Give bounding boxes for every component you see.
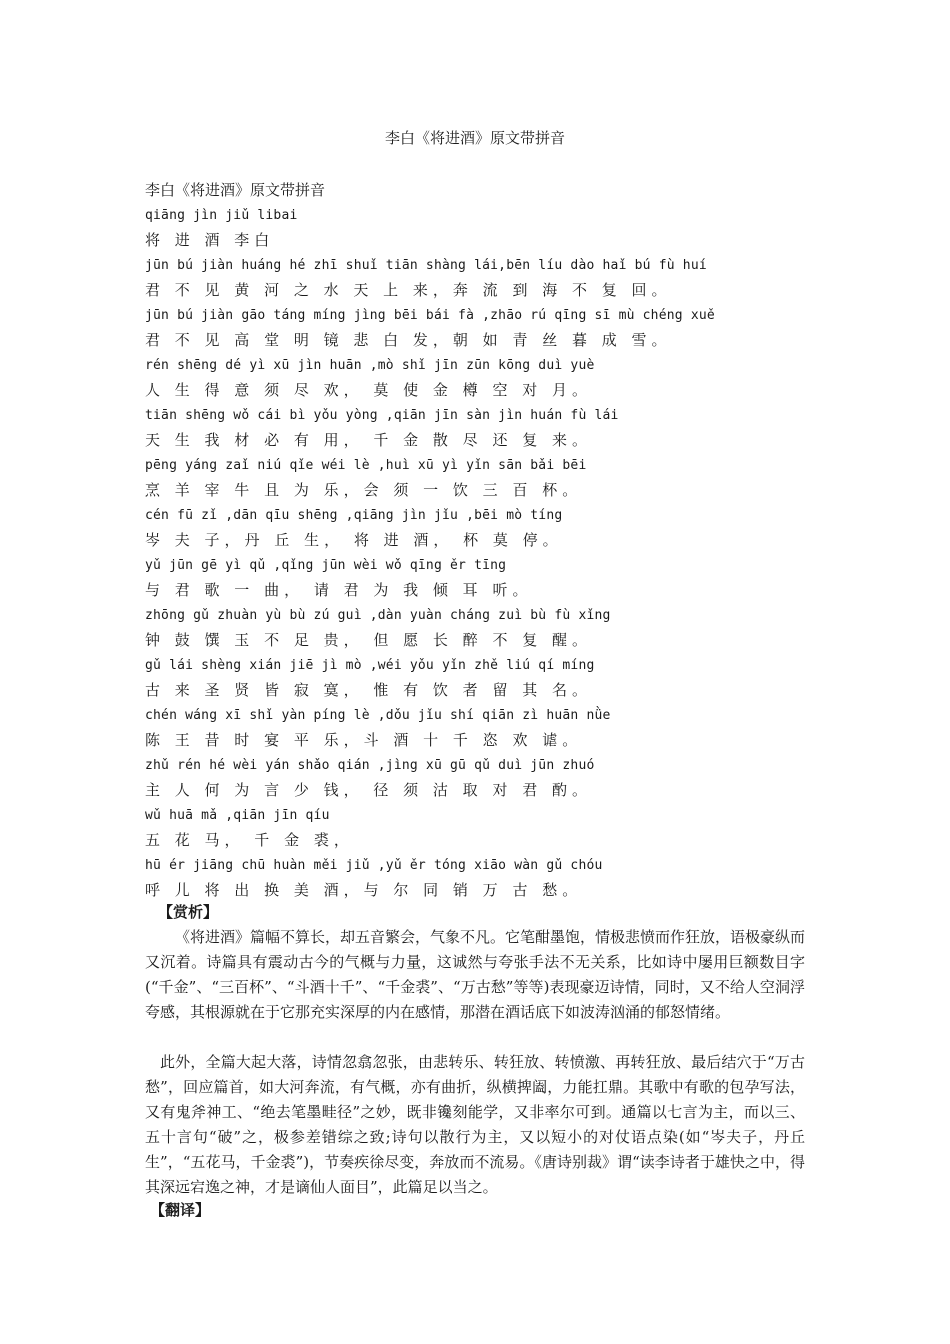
pinyin-line: gǔ lái shèng xián jiē jì mò ,wéi yǒu yǐn zhě liú qí míng bbox=[145, 658, 595, 673]
pinyin-line: hū ér jiāng chū huàn měi jiǔ ,yǔ ěr tóng xiāo wàn gǔ chóu bbox=[145, 858, 603, 873]
poem-block bbox=[145, 178, 825, 903]
poem-line: 钟 鼓 馔 玉 不 足 贵， 但 愿 长 醉 不 复 醒。 bbox=[145, 631, 592, 649]
pinyin-line: zhōng gǔ zhuàn yù bù zú guì ,dàn yuàn cháng zuì bù fù xǐng bbox=[145, 608, 611, 623]
page-title: 李白《将进酒》原文带拼音 bbox=[384, 129, 565, 147]
poem-line: 君 不 见 黄 河 之 水 天 上 来，奔 流 到 海 不 复 回。 bbox=[145, 281, 672, 299]
poem-line: 陈 王 昔 时 宴 平 乐，斗 酒 十 千 恣 欢 谑。 bbox=[145, 731, 583, 749]
pinyin-line: jūn bú jiàn huáng hé zhī shuǐ tiān shàng lái,bēn líu dào haǐ bú fù huí bbox=[145, 258, 707, 273]
pinyin-line: cén fū zǐ ,dān qīu shēng ,qiāng jìn jǐu ,bēi mò tíng bbox=[145, 508, 563, 523]
translation-heading: 【翻译】 bbox=[150, 1201, 211, 1219]
pinyin-line: rén shēng dé yì xū jìn huān ,mò shǐ jīn zūn kōng duì yuè bbox=[145, 358, 595, 373]
poem-line: 主 人 何 为 言 少 钱， 径 须 沽 取 对 君 酌。 bbox=[145, 781, 592, 799]
poem-line: 岑 夫 子，丹 丘 生， 将 进 酒， 杯 莫 停。 bbox=[145, 531, 563, 549]
poem-line: 烹 羊 宰 牛 且 为 乐，会 须 一 饮 三 百 杯。 bbox=[145, 481, 583, 499]
pinyin-line: zhǔ rén hé wèi yán shǎo qián ,jìng xū gū qǔ duì jūn zhuó bbox=[145, 758, 595, 773]
poem-line: 天 生 我 材 必 有 用， 千 金 散 尽 还 复 来。 bbox=[145, 431, 592, 449]
poem-line: 与 君 歌 一 曲， 请 君 为 我 倾 耳 听。 bbox=[145, 581, 533, 599]
poem-line: 人 生 得 意 须 尽 欢， 莫 使 金 樽 空 对 月。 bbox=[145, 381, 592, 399]
pinyin-line: wǔ huā mǎ ,qiān jīn qíu bbox=[145, 808, 330, 823]
poem-heading: 李白《将进酒》原文带拼音 bbox=[145, 181, 326, 199]
pinyin-line: tiān shēng wǒ cái bì yǒu yòng ,qiān jīn sàn jìn huán fù lái bbox=[145, 408, 619, 423]
appreciation-paragraph: 《将进酒》篇幅不算长，却五音繁会，气象不凡。它笔酣墨饱，情极悲愤而作狂放，语极豪纵而又沉着。诗篇具有震动古今的气概与力量，这诚然与夸张手法不无关系，比如诗中屡用巨额数目字(“千金”、“三百杯”、“斗酒十千”、“千金裘”、“万古愁”等等)表现豪迈诗情，同时，又不给人空洞浮夸感，其根源就在于它那充实深厚的内在感情，那潜在酒话底下如波涛汹涌的郁怒情绪。 bbox=[145, 928, 806, 1021]
poem-line: 呼 儿 将 出 换 美 酒，与 尔 同 销 万 古 愁。 bbox=[145, 881, 583, 899]
poem-line: 五 花 马， 千 金 裘， bbox=[145, 831, 354, 849]
pinyin-line: qiāng jìn jiǔ libai bbox=[145, 208, 298, 223]
poem-line: 古 来 圣 贤 皆 寂 寞， 惟 有 饮 者 留 其 名。 bbox=[145, 681, 592, 699]
pinyin-line: pēng yáng zaǐ niú qǐe wéi lè ,huì xū yì yǐn sān bǎi bēi bbox=[145, 458, 587, 473]
pinyin-line: yǔ jūn gē yì qǔ ,qǐng jūn wèi wǒ qīng ěr tīng bbox=[145, 558, 507, 573]
poem-line: 君 不 见 高 堂 明 镜 悲 白 发，朝 如 青 丝 暮 成 雪。 bbox=[145, 331, 672, 349]
poem-line: 将 进 酒 李白 bbox=[145, 231, 275, 249]
appreciation-paragraph: 此外，全篇大起大落，诗情忽翕忽张，由悲转乐、转狂放、转愤激、再转狂放、最后结穴于“万古愁”，回应篇首，如大河奔流，有气概，亦有曲折，纵横捭阖，力能扛鼎。其歌中有歌的包孕写法，又有鬼斧神工、“绝去笔墨畦径”之妙，既非镵刻能学，又非率尔可到。通篇以七言为主，而以三、五十言句“破”之，极参差错综之致;诗句以散行为主，又以短小的对仗语点染(如“岑夫子，丹丘生”，“五花马，千金裘”)，节奏疾徐尽变，奔放而不流易。《唐诗别裁》谓“读李诗者于雄快之中，得其深远宕逸之神，才是谪仙人面目”，此篇足以当之。 bbox=[145, 1053, 805, 1196]
appreciation-heading: 【赏析】 bbox=[158, 903, 219, 921]
pinyin-line: jūn bú jiàn gāo táng míng jìng bēi bái fà ,zhāo rú qīng sī mù chéng xuě bbox=[145, 308, 715, 323]
pinyin-line: chén wáng xī shǐ yàn píng lè ,dǒu jǐu shí qiān zì huān nǜe bbox=[145, 708, 611, 723]
